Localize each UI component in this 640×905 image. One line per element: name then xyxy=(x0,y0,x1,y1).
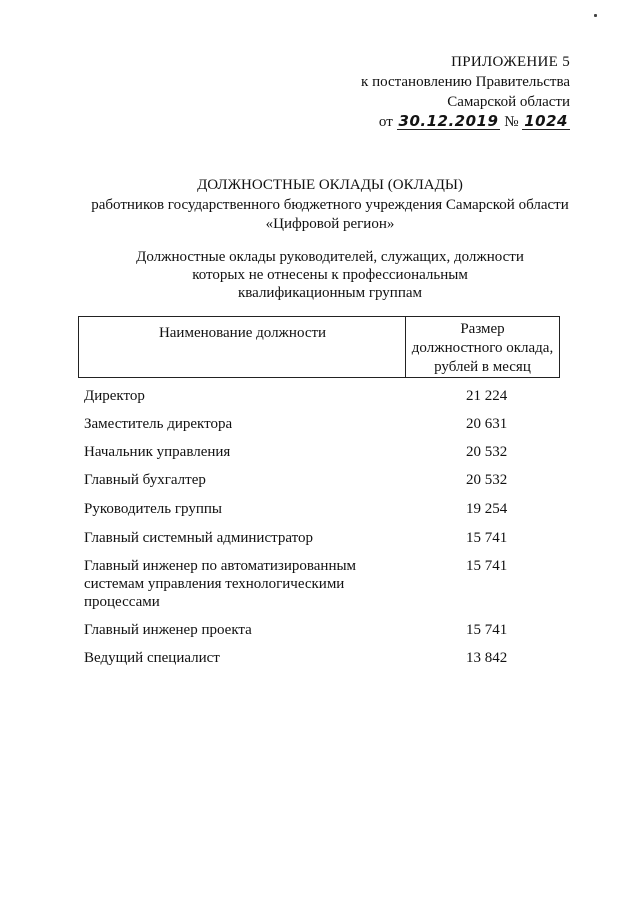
appendix-title: ПРИЛОЖЕНИЕ 5 xyxy=(451,54,570,70)
row-name-head-of-department: Начальник управления xyxy=(84,444,231,460)
section-title-1: Должностные оклады руководителей, служащих, должности xyxy=(136,249,524,265)
row-salary-chief-project-engineer: 15 741 xyxy=(466,622,508,638)
row-name-chief-project-engineer: Главный инженер проекта xyxy=(84,622,252,638)
row-salary-chief-sysadmin: 15 741 xyxy=(466,530,508,546)
row-name-chief-engineer-acs-line-2: системам управления технологическими xyxy=(84,576,345,592)
document-subtitle-2: «Цифровой регион» xyxy=(265,216,395,232)
appendix-header xyxy=(340,52,570,132)
column-header-salary-line-1: Размер xyxy=(460,321,505,337)
row-salary-director: 21 224 xyxy=(466,388,508,404)
row-name-lead-specialist: Ведущий специалист xyxy=(84,650,220,666)
row-salary-group-leader: 19 254 xyxy=(466,501,508,517)
document-subtitle-1: работников государственного бюджетного учреждения Самарской области xyxy=(91,197,569,213)
handwritten-date: 30.12.2019 xyxy=(398,112,499,130)
section-title-3: квалификационным группам xyxy=(237,285,423,301)
row-name-chief-sysadmin: Главный системный администратор xyxy=(84,530,313,546)
row-name-director: Директор xyxy=(84,388,145,404)
column-header-position: Наименование должности xyxy=(158,325,327,341)
number-prefix: № xyxy=(504,114,519,130)
section-title-2: которых не отнесены к профессиональным xyxy=(192,267,468,283)
row-name-chief-engineer-acs xyxy=(84,557,414,611)
row-salary-chief-engineer-acs: 15 741 xyxy=(466,558,508,574)
row-name-deputy-director: Заместитель директора xyxy=(84,416,233,432)
row-name-chief-accountant: Главный бухгалтер xyxy=(84,472,206,488)
column-header-salary-line-3: рублей в месяц xyxy=(434,359,531,375)
handwritten-number: 1024 xyxy=(524,112,568,130)
row-salary-deputy-director: 20 631 xyxy=(466,416,508,432)
appendix-date-line xyxy=(340,112,570,132)
row-salary-chief-accountant: 20 532 xyxy=(466,472,508,488)
document-title: ДОЛЖНОСТНЫЕ ОКЛАДЫ (ОКЛАДЫ) xyxy=(197,177,463,193)
column-header-salary-line-2: должностного оклада, xyxy=(411,340,554,356)
row-name-chief-engineer-acs-line-1: Главный инженер по автоматизированным xyxy=(84,558,357,574)
date-prefix: от xyxy=(378,114,393,130)
row-salary-head-of-department: 20 532 xyxy=(466,444,508,460)
scan-speck xyxy=(594,14,597,17)
row-name-group-leader: Руководитель группы xyxy=(84,501,222,517)
column-header-salary xyxy=(405,320,560,377)
appendix-line-2: Самарской области xyxy=(447,94,570,110)
row-name-chief-engineer-acs-line-3: процессами xyxy=(84,594,160,610)
row-salary-lead-specialist: 13 842 xyxy=(466,650,508,666)
appendix-line-1: к постановлению Правительства xyxy=(361,74,570,90)
